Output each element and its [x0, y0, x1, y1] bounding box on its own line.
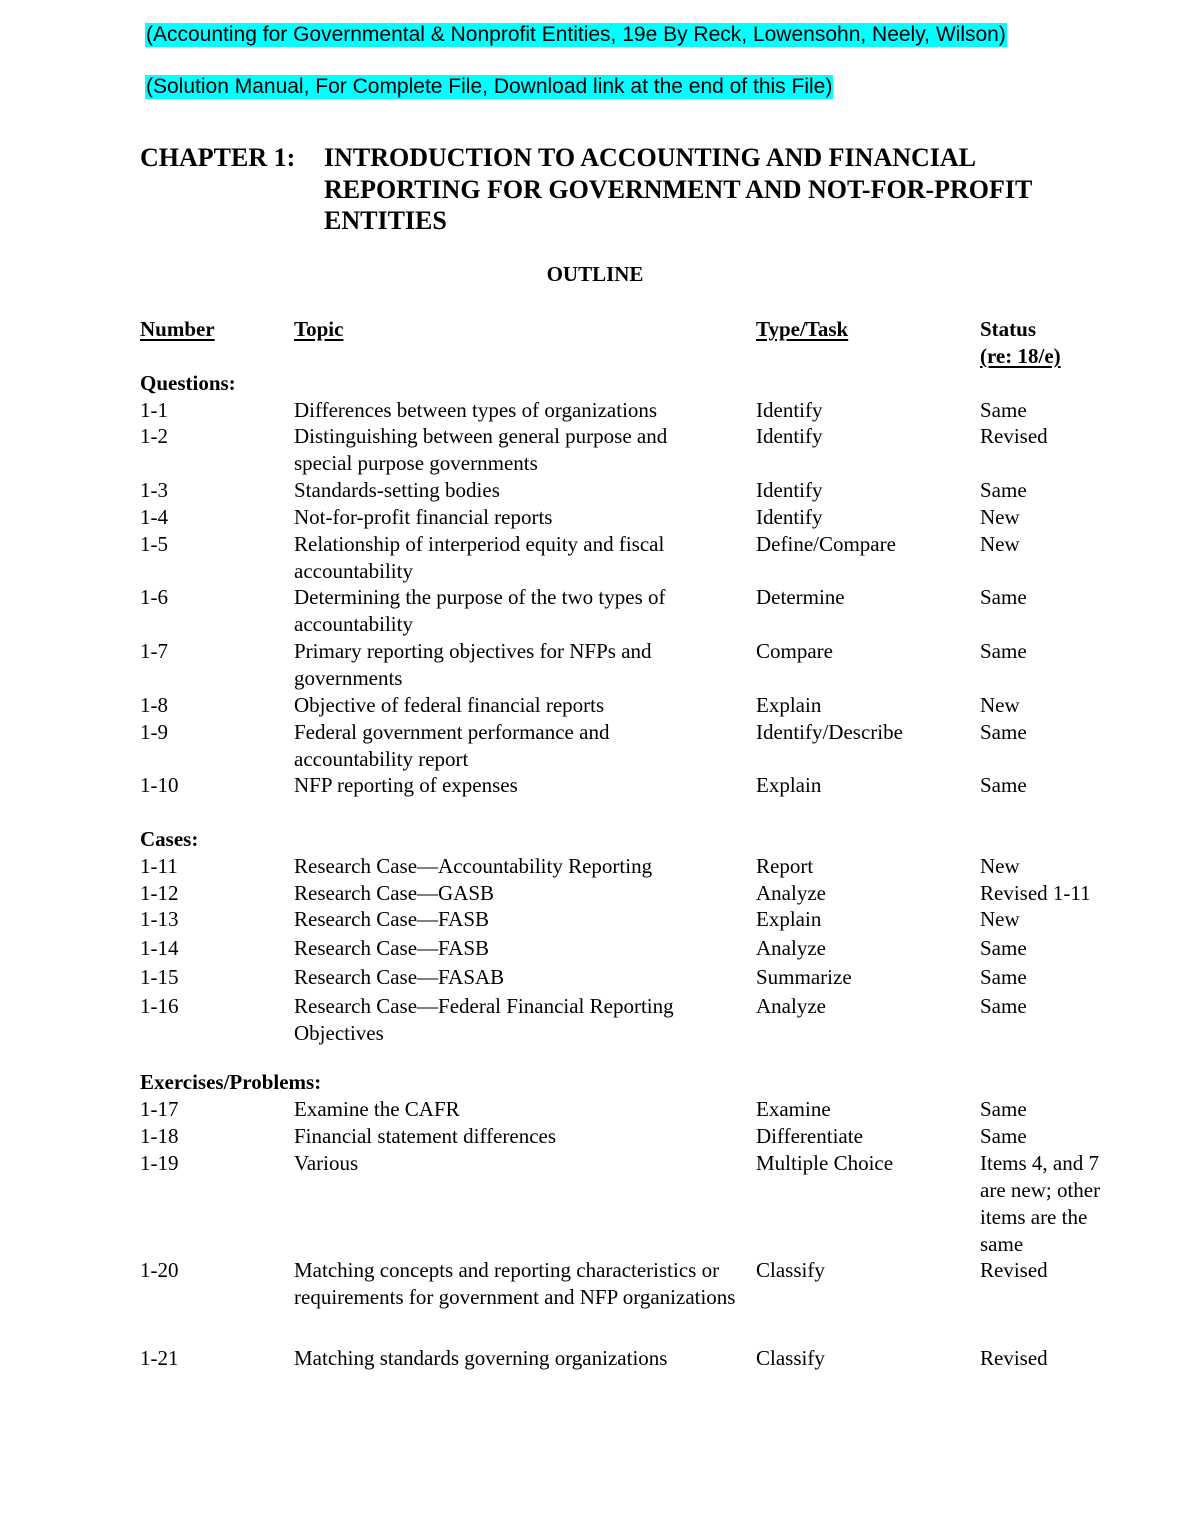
- row-type: Summarize: [756, 965, 852, 989]
- row-status: Items 4, and 7 are new; other items are the same: [980, 1151, 1101, 1256]
- row-topic: Research Case—FASB: [294, 936, 489, 960]
- row-topic: Not-for-profit financial reports: [294, 505, 553, 529]
- row-number: 1-6: [140, 585, 168, 609]
- header-status-label: Status: [980, 317, 1037, 341]
- row-type: Explain: [756, 773, 822, 797]
- row-status: New: [980, 532, 1020, 556]
- row-number: 1-17: [140, 1097, 179, 1121]
- row-status: Same: [980, 773, 1027, 797]
- row-type: Identify: [756, 424, 823, 448]
- row-status: Same: [980, 720, 1027, 744]
- row-topic: Matching standards governing organizations: [294, 1346, 668, 1370]
- banner-line-book-title: (Accounting for Governmental & Nonprofit Entities, 19e By Reck, Lowensohn, Neely, Wilson): [146, 23, 1006, 46]
- row-number: 1-2: [140, 424, 168, 448]
- row-number: 1-21: [140, 1346, 179, 1370]
- row-topic: Research Case—Accountability Reporting: [294, 854, 653, 878]
- row-topic: Research Case—GASB: [294, 881, 495, 905]
- section-title-exercises-problems: Exercises/Problems:: [140, 1070, 322, 1094]
- header-status: [980, 316, 1130, 370]
- row-topic: Federal government performance and accountability report: [294, 720, 610, 771]
- row-type: Identify/Describe: [756, 720, 903, 744]
- row-number: 1-14: [140, 936, 179, 960]
- row-topic: Research Case—Federal Financial Reporting Objectives: [294, 994, 674, 1045]
- row-status: New: [980, 505, 1020, 529]
- row-topic: Primary reporting objectives for NFPs and governments: [294, 639, 652, 690]
- row-number: 1-18: [140, 1124, 179, 1148]
- row-status: Same: [980, 1124, 1027, 1148]
- row-status: Same: [980, 398, 1027, 422]
- row-topic: Objective of federal financial reports: [294, 693, 605, 717]
- row-status: Revised: [980, 1346, 1048, 1370]
- row-number: 1-8: [140, 693, 168, 717]
- row-number: 1-10: [140, 773, 179, 797]
- row-type: Determine: [756, 585, 845, 609]
- row-type: Examine: [756, 1097, 831, 1121]
- row-topic: Financial statement differences: [294, 1124, 557, 1148]
- row-number: 1-11: [140, 854, 178, 878]
- row-number: 1-3: [140, 478, 168, 502]
- section-title-questions: Questions:: [140, 371, 236, 395]
- header-number: Number: [140, 317, 215, 341]
- table-header: [0, 316, 1190, 376]
- row-topic: Research Case—FASAB: [294, 965, 505, 989]
- row-topic: Matching concepts and reporting characteristics or requirements for government and NFP organizations: [294, 1258, 736, 1309]
- row-number: 1-19: [140, 1151, 179, 1175]
- chapter-heading: [140, 142, 1060, 237]
- row-topic: NFP reporting of expenses: [294, 773, 518, 797]
- row-type: Explain: [756, 907, 822, 931]
- row-type: Identify: [756, 398, 823, 422]
- row-number: 1-16: [140, 994, 179, 1018]
- row-type: Identify: [756, 505, 823, 529]
- row-number: 1-9: [140, 720, 168, 744]
- row-type: Differentiate: [756, 1124, 863, 1148]
- row-type: Classify: [756, 1346, 825, 1370]
- row-type: Identify: [756, 478, 823, 502]
- row-status: New: [980, 907, 1020, 931]
- row-topic: Standards-setting bodies: [294, 478, 500, 502]
- row-status: Same: [980, 965, 1027, 989]
- row-type: Multiple Choice: [756, 1151, 894, 1175]
- row-status: New: [980, 854, 1020, 878]
- row-topic: Relationship of interperiod equity and fiscal accountability: [294, 532, 665, 583]
- row-topic: Distinguishing between general purpose and special purpose governments: [294, 424, 668, 475]
- row-type: Compare: [756, 639, 833, 663]
- row-status: Revised: [980, 1258, 1048, 1282]
- row-topic: Research Case—FASB: [294, 907, 489, 931]
- row-number: 1-5: [140, 532, 168, 556]
- row-status: Same: [980, 936, 1027, 960]
- row-type: Analyze: [756, 881, 826, 905]
- row-type: Analyze: [756, 994, 826, 1018]
- row-topic: Examine the CAFR: [294, 1097, 460, 1121]
- header-topic: Topic: [294, 317, 344, 341]
- row-type: Classify: [756, 1258, 825, 1282]
- header-type-task: Type/Task: [756, 317, 849, 341]
- row-number: 1-13: [140, 907, 179, 931]
- row-status: Same: [980, 639, 1027, 663]
- row-number: 1-12: [140, 881, 179, 905]
- row-status: Revised 1-11: [980, 881, 1091, 905]
- row-number: 1-7: [140, 639, 168, 663]
- row-topic: Determining the purpose of the two types of accountability: [294, 585, 666, 636]
- row-number: 1-15: [140, 965, 179, 989]
- row-status: Same: [980, 994, 1027, 1018]
- header-status-sub: (re: 18/e): [980, 344, 1061, 368]
- row-status: New: [980, 693, 1020, 717]
- row-type: Report: [756, 854, 814, 878]
- banner-line-download-note: (Solution Manual, For Complete File, Download link at the end of this File): [146, 75, 833, 98]
- row-number: 1-4: [140, 505, 168, 529]
- section-title-cases: Cases:: [140, 827, 199, 851]
- row-number: 1-20: [140, 1258, 179, 1282]
- row-topic: Various: [294, 1151, 359, 1175]
- row-topic: Differences between types of organizations: [294, 398, 658, 422]
- row-type: Analyze: [756, 936, 826, 960]
- row-status: Same: [980, 585, 1027, 609]
- outline-heading: OUTLINE: [546, 262, 644, 286]
- row-status: Same: [980, 1097, 1027, 1121]
- row-type: Explain: [756, 693, 822, 717]
- row-status: Same: [980, 478, 1027, 502]
- chapter-label: CHAPTER 1:: [140, 143, 296, 172]
- chapter-title: INTRODUCTION TO ACCOUNTING AND FINANCIAL REPORTING FOR GOVERNMENT AND NOT-FOR-PROFIT ENTITIES: [324, 143, 1032, 235]
- row-status: Revised: [980, 424, 1048, 448]
- row-number: 1-1: [140, 398, 168, 422]
- row-type: Define/Compare: [756, 532, 896, 556]
